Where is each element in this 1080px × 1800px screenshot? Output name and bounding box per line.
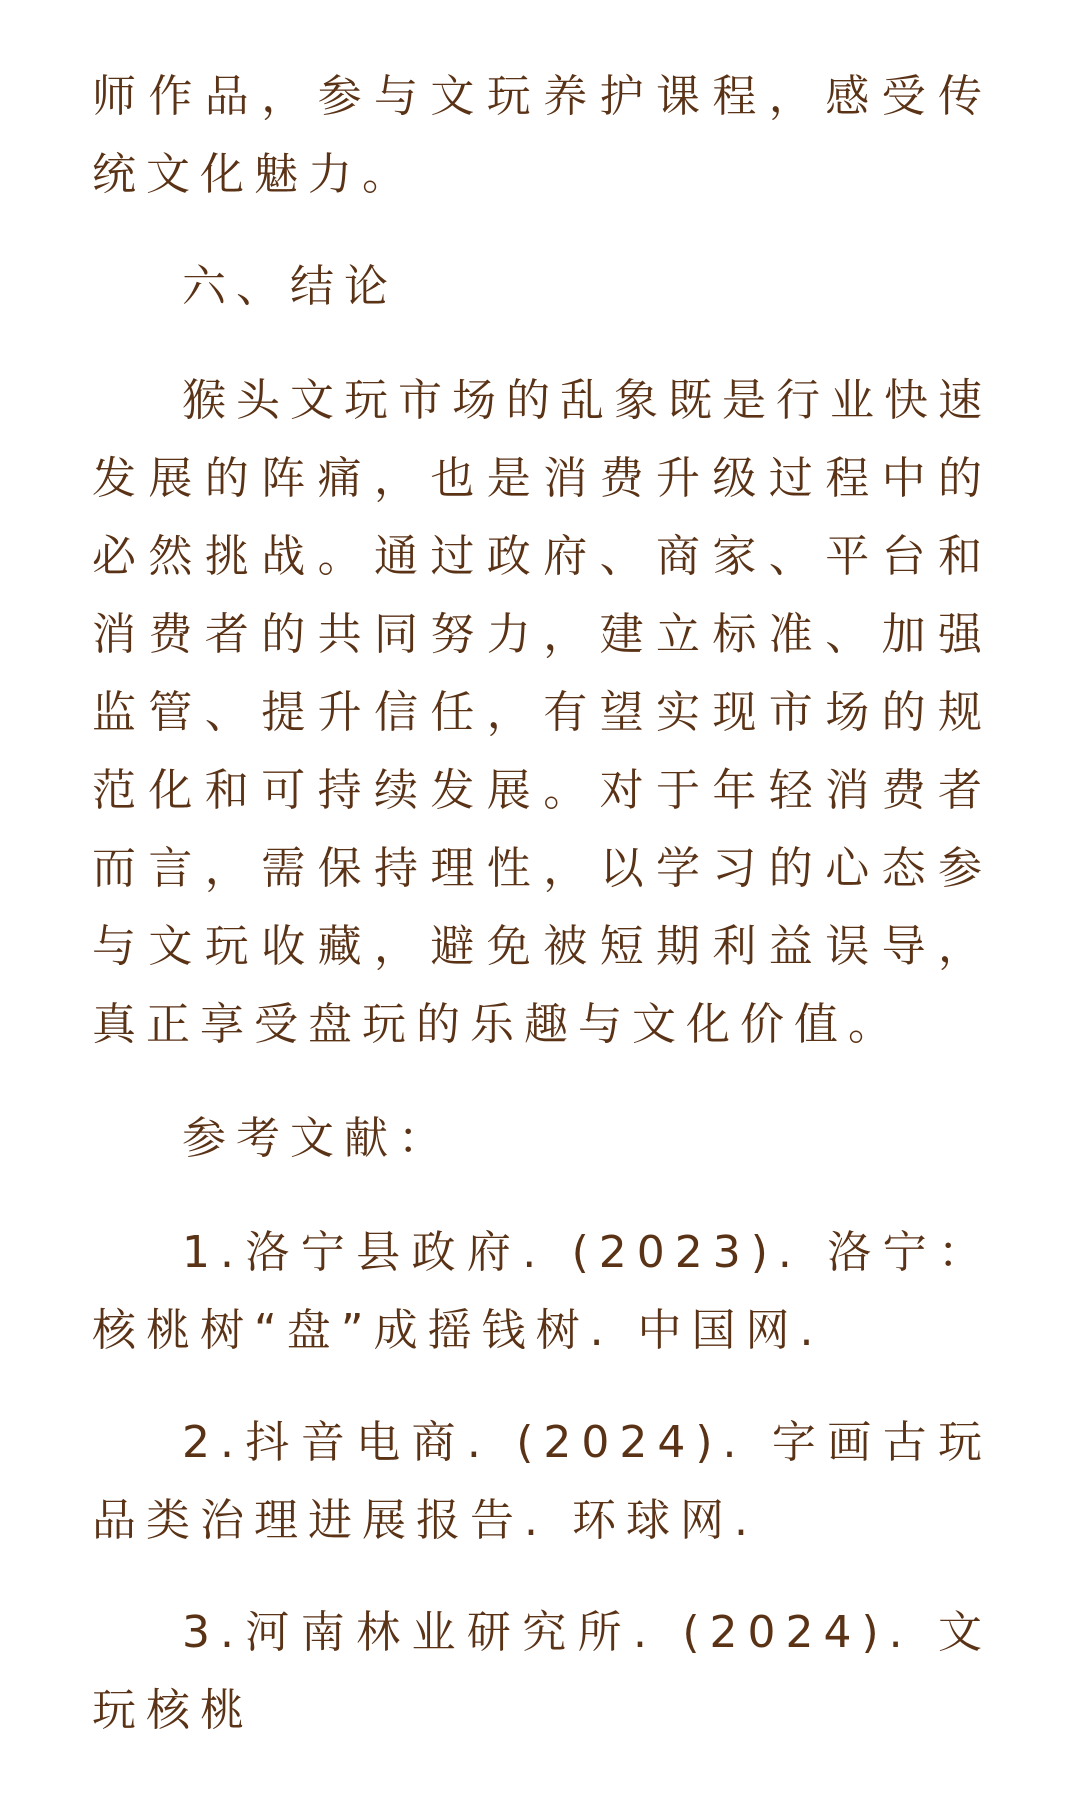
paragraph-continuation: 师作品，参与文玩养护课程，感受传统文化魅力。 [92,71,992,200]
reference-item-2: 2.抖音电商. (2024). 字画古玩品类治理进展报告. 环球网. [92,1417,992,1546]
references-title: 参考文献： [182,1113,452,1164]
reference-item-3: 3.河南林业研究所. (2024). 文玩核桃 [92,1607,992,1736]
paragraph-conclusion: 猴头文玩市场的乱象既是行业快速发展的阵痛，也是消费升级过程中的必然挑战。通过政府、商家、平台和消费者的共同努力，建立标准、加强监管、提升信任，有望实现市场的规范化和可持续发展。对于年轻消费者而言，需保持理性，以学习的心态参与文玩收藏，避免被短期利益误导，真正享受盘玩的乐趣与文化价值。 [92,375,992,1050]
section-heading-conclusion: 六、结论 [182,261,398,312]
reference-item-1: 1.洛宁县政府. (2023). 洛宁：核桃树“盘”成摇钱树. 中国网. [92,1227,992,1356]
